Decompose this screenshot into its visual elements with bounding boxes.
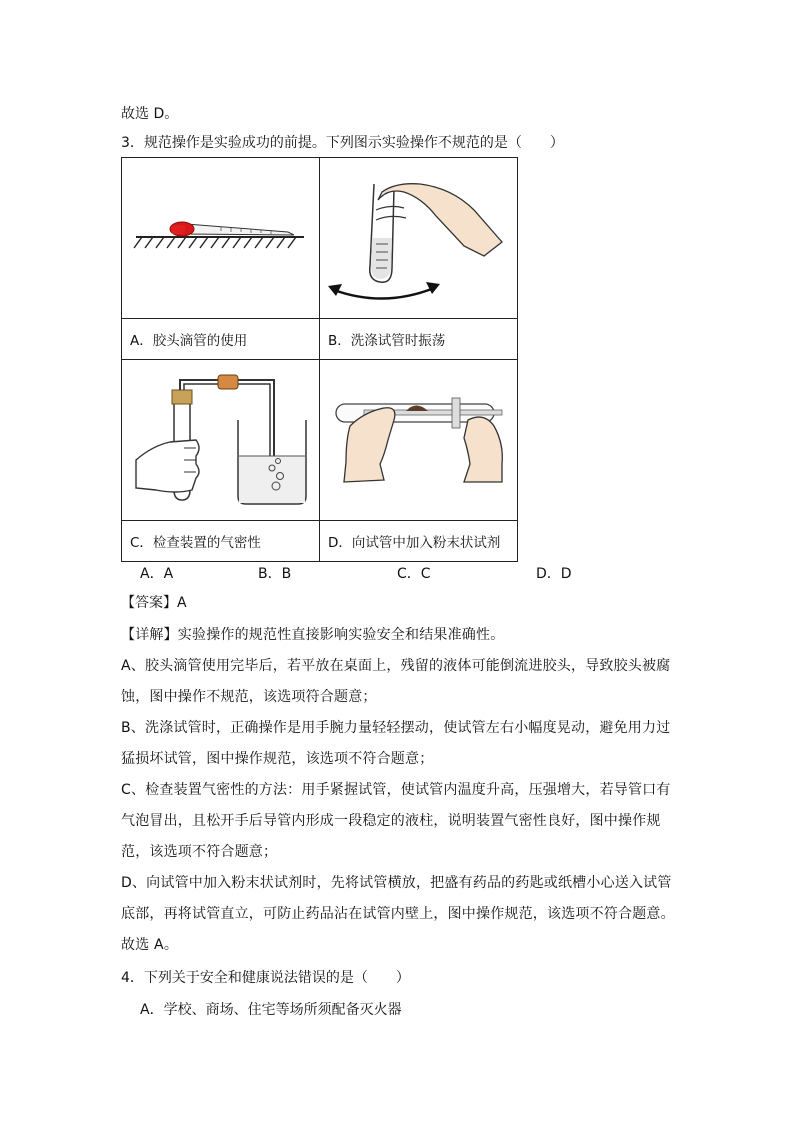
explanation-line: 故选 A。 <box>121 937 179 953</box>
question-3-options-table <box>121 157 518 562</box>
option-d-caption: D．向试管中加入粉末状试剂 <box>320 521 518 562</box>
answer-line: 【答案】A <box>121 595 187 611</box>
choice-c: C．C <box>397 566 431 582</box>
airtightness-check-icon <box>126 360 315 516</box>
option-c-image <box>122 360 320 521</box>
option-b-caption: B．洗涤试管时振荡 <box>320 319 518 360</box>
question-4-option-a: A．学校、商场、住宅等场所须配备灭火器 <box>140 1002 402 1018</box>
option-c-caption: C．检查装置的气密性 <box>122 521 320 562</box>
choice-b: B．B <box>258 566 292 582</box>
choice-a: A．A <box>140 566 174 582</box>
explanation-line: 范，该选项不符合题意； <box>121 844 278 860</box>
option-a-image <box>122 158 320 319</box>
explanation-line: C、检查装置气密性的方法：用手紧握试管，使试管内温度升高，压强增大，若导管口有 <box>121 782 671 798</box>
explanation-line: B、洗涤试管时，正确操作是用手腕力量轻轻摆动，使试管左右小幅度晃动，避免用力过 <box>121 720 671 736</box>
shaking-test-tube-icon <box>324 158 513 314</box>
explanation-line: A、胶头滴管使用完毕后，若平放在桌面上，残留的液体可能倒流进胶头，导致胶头被腐 <box>121 658 671 674</box>
explanation-line: 底部，再将试管直立，可防止药品沾在试管内壁上，图中操作规范，该选项不符合题意。 <box>121 906 675 922</box>
adding-powder-icon <box>324 360 513 516</box>
dropper-on-table-icon <box>126 158 315 314</box>
question-3-choices <box>140 563 600 583</box>
question-3-stem: 3．规范操作是实验成功的前提。下列图示实验操作不规范的是（ ） <box>121 135 564 151</box>
choice-d: D．D <box>536 566 572 582</box>
previous-conclusion: 故选 D。 <box>121 106 179 122</box>
question-4-stem: 4．下列关于安全和健康说法错误的是（ ） <box>121 970 410 986</box>
option-a-caption: A．胶头滴管的使用 <box>122 319 320 360</box>
explanation-line: 猛损坏试管，图中操作规范，该选项不符合题意； <box>121 751 434 767</box>
explanation-line: 蚀，图中操作不规范，该选项符合题意； <box>121 689 377 705</box>
option-b-image <box>320 158 518 319</box>
explanation-line: D、向试管中加入粉末状试剂时，先将试管横放，把盛有药品的药匙或纸槽小心送入试管 <box>121 875 672 891</box>
explanation-line: 【详解】实验操作的规范性直接影响实验安全和结果准确性。 <box>121 627 505 643</box>
option-d-image <box>320 360 518 521</box>
explanation <box>121 620 675 961</box>
explanation-line: 气泡冒出，且松开手后导管内形成一段稳定的液柱，说明装置气密性良好，图中操作规 <box>121 813 661 829</box>
